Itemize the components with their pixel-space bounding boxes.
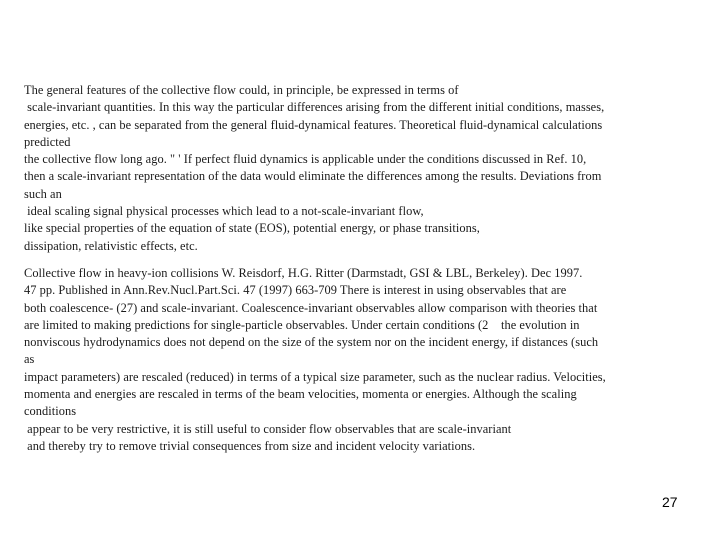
- text-line: nonviscous hydrodynamics does not depend on the size of the system nor on the incident energy, if distances (such: [24, 335, 599, 350]
- text-line: are limited to making predictions for single-particle observables. Under certain conditions (2 the evolution in: [24, 317, 580, 332]
- text-line: 47 pp. Published in Ann.Rev.Nucl.Part.Sci. 47 (1997) 663-709 There is interest in using observables that are: [24, 283, 567, 298]
- text-line: and thereby try to remove trivial consequences from size and incident velocity variations.: [24, 438, 476, 453]
- page-number: 27: [662, 494, 678, 510]
- text-line: dissipation, relativistic effects, etc.: [24, 238, 198, 253]
- paragraph-citation-scale-invariance: [24, 265, 692, 455]
- text-line: then a scale-invariant representation of the data would eliminate the differences among the results. Deviations from: [24, 169, 602, 184]
- text-line: the collective flow long ago. " ' If perfect fluid dynamics is applicable under the conditions discussed in Ref. 10,: [24, 152, 587, 167]
- text-line: momenta and energies are rescaled in terms of the beam velocities, momenta or energies. Although the scaling: [24, 387, 577, 402]
- text-line: like special properties of the equation of state (EOS), potential energy, or phase transitions,: [24, 221, 480, 236]
- text-line: appear to be very restrictive, it is still useful to consider flow observables that are scale-invariant: [24, 421, 512, 436]
- text-line: Collective flow in heavy-ion collisions W. Reisdorf, H.G. Ritter (Darmstadt, GSI & LBL, Berkeley). Dec 1997.: [24, 266, 583, 280]
- paragraph-collective-flow-features: [24, 82, 692, 255]
- text-line: conditions: [24, 404, 77, 419]
- text-line: both coalescence- (27) and scale-invariant. Coalescence-invariant observables allow comparison with theories that: [24, 300, 598, 315]
- text-line: impact parameters) are rescaled (reduced) in terms of a typical size parameter, such as the nuclear radius. Velocities,: [24, 369, 606, 384]
- text-line: ideal scaling signal physical processes which lead to a not-scale-invariant flow,: [24, 204, 424, 219]
- text-line: energies, etc. , can be separated from the general fluid-dynamical features. Theoretical fluid-dynamical calculations: [24, 117, 603, 132]
- text-line: The general features of the collective flow could, in principle, be expressed in terms of: [24, 83, 459, 97]
- text-line: such an: [24, 186, 62, 201]
- text-line: as: [24, 352, 35, 367]
- text-line: scale-invariant quantities. In this way the particular differences arising from the different initial conditions, masses,: [24, 100, 605, 115]
- text-line: predicted: [24, 134, 71, 149]
